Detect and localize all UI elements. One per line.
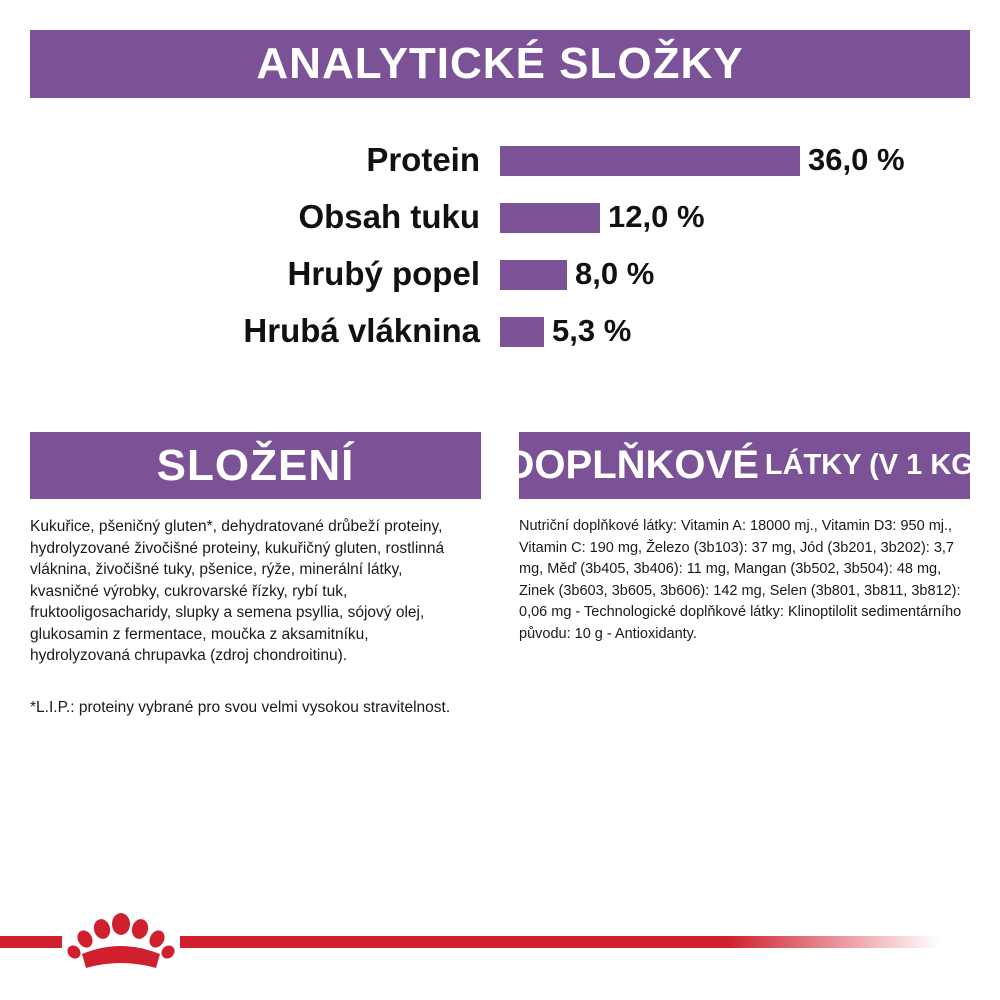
additives-text: Nutriční doplňkové látky: Vitamin A: 18000 mj., Vitamin D3: 950 mj., Vitamin C: 190 mg, Železo (3b103): 37 mg, Jód (3b201, 3b202): 3,7 mg, Měď (3b405, 3b406): 11 mg, Mangan (3b502, 3b504): 48 mg, Zinek (3b603, 3b605, 3b606): 142 mg, Selen (3b801, 3b811, 3b812): 0,06 mg - Technologické doplňkové látky: Klinoptilolit sedimentárního původu: 10 g - Antioxidanty. bbox=[519, 518, 962, 642]
composition-note: *L.I.P.: proteiny vybrané pro svou velmi vysokou stravitelnost. bbox=[30, 699, 451, 716]
footer-line-left bbox=[0, 936, 62, 948]
bar-label-hruby-popel: Hrubý popel bbox=[287, 255, 480, 292]
composition-header bbox=[30, 432, 481, 499]
bar-label-protein: Protein bbox=[366, 141, 480, 178]
additives-header-main: DOPLŇKOVÉ bbox=[505, 443, 759, 487]
bar-obsah-tuku bbox=[500, 203, 600, 233]
bar-value-protein: 36,0 % bbox=[808, 142, 905, 177]
bar-protein bbox=[500, 146, 800, 176]
analytic-header-text: ANALYTICKÉ SLOŽKY bbox=[256, 39, 744, 88]
footer-line-right bbox=[180, 936, 940, 948]
bar-hruba-vlaknina bbox=[500, 317, 544, 347]
bar-hruby-popel bbox=[500, 260, 567, 290]
composition-header-text: SLOŽENÍ bbox=[156, 440, 355, 490]
composition-text: Kukuřice, pšeničný gluten*, dehydratované drůbeží proteiny, hydrolyzované živočišné proteiny, kukuřičný gluten, rostlinná vláknina, živočišné tuky, pšenice, rýže, minerální látky, kvasničné výrobky, cukrovarské řízky, rybí tuk, fruktooligosacharidy, slupky a semena psyllia, sójový olej, glukosamin z fermentace, moučka z aksamitníku, hydrolyzovaná chrupavka (zdroj chondroitinu). bbox=[30, 518, 445, 664]
analytic-chart bbox=[0, 0, 1000, 400]
bar-value-hruba-vlaknina: 5,3 % bbox=[552, 313, 632, 348]
additives-header bbox=[505, 432, 984, 499]
bar-value-obsah-tuku: 12,0 % bbox=[608, 199, 705, 234]
bar-value-hruby-popel: 8,0 % bbox=[575, 256, 655, 291]
bar-label-hruba-vlaknina: Hrubá vláknina bbox=[243, 312, 480, 349]
royal-canin-crown-icon bbox=[66, 912, 176, 974]
bar-label-obsah-tuku: Obsah tuku bbox=[298, 198, 480, 235]
additives-header-rest: LÁTKY (V 1 KG) bbox=[764, 449, 984, 481]
